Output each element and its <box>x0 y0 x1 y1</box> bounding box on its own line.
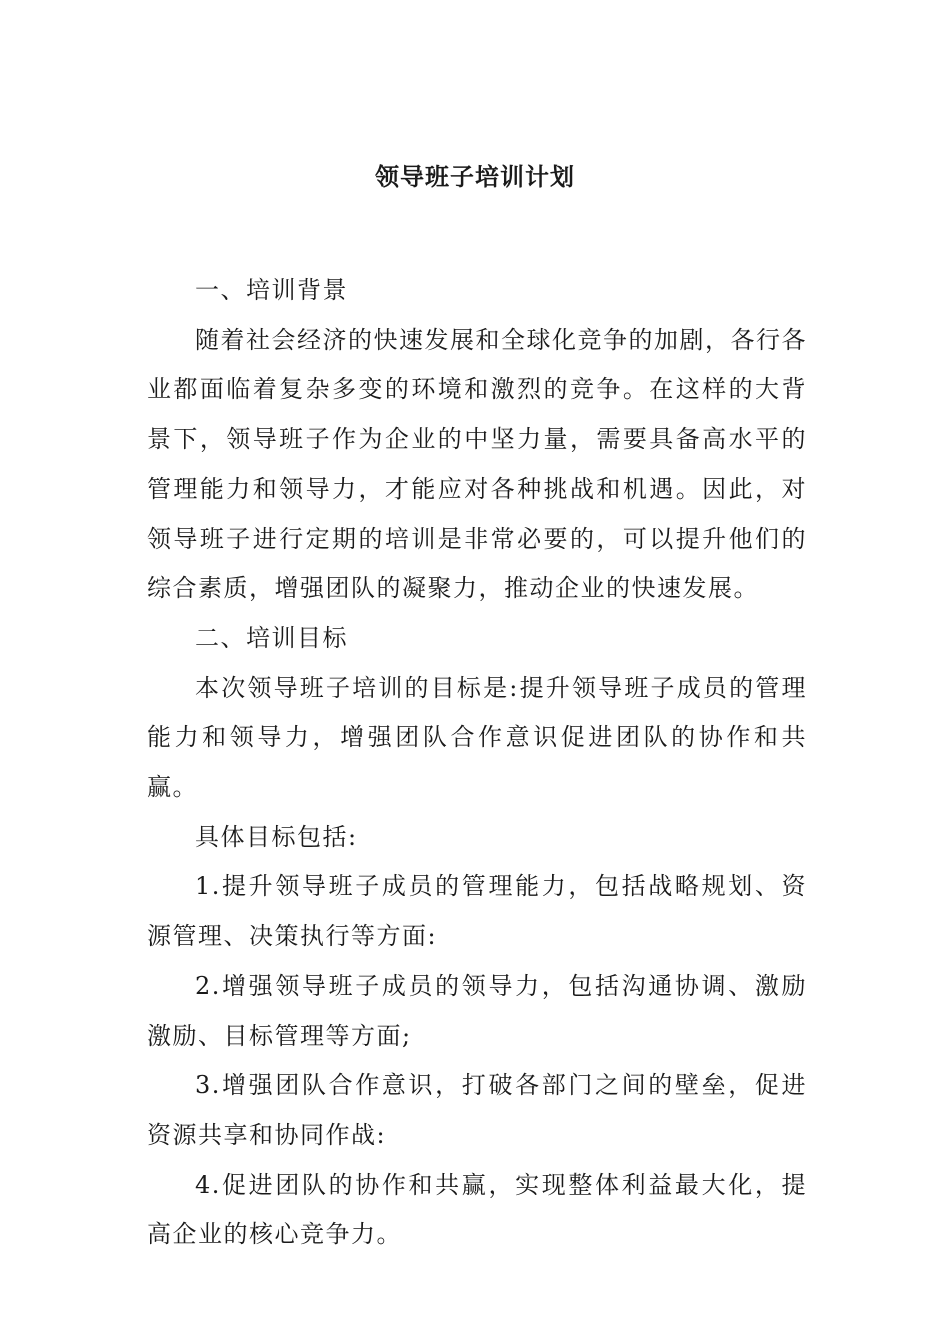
document-title: 领导班子培训计划 <box>375 162 575 191</box>
paragraph-background: 随着社会经济的快速发展和全球化竞争的加剧，各行各业都面临着复杂多变的环境和激烈的竞争。在这样的大背景下，领导班子作为企业的中坚力量，需要具备高水平的管理能力和领导力，才能应对各种挑战和机遇。因此，对领导班子进行定期的培训是非常必要的，可以提升他们的综合素质，增强团队的凝聚力，推动企业的快速发展。 <box>147 325 807 603</box>
paragraph-goals: 本次领导班子培训的目标是:提升领导班子成员的管理能力和领导力，增强团队合作意识促进团队的协作和共赢。 <box>147 673 807 802</box>
paragraph-specific-goals-intro: 具体目标包括: <box>195 822 358 851</box>
list-item-goal-1: 1.提升领导班子成员的管理能力，包括战略规划、资源管理、决策执行等方面: <box>147 872 807 951</box>
section-heading-goals: 二、培训目标 <box>195 623 348 652</box>
list-item-goal-2: 2.增强领导班子成员的领导力，包括沟通协调、激励激励、目标管理等方面; <box>147 971 807 1050</box>
section-heading-background: 一、培训背景 <box>195 276 348 304</box>
list-item-goal-4: 4.促进团队的协作和共赢，实现整体利益最大化，提高企业的核心竞争力。 <box>147 1170 807 1249</box>
list-item-goal-3: 3.增强团队合作意识，打破各部门之间的壁垒，促进资源共享和协同作战: <box>147 1071 807 1149</box>
document-body <box>147 266 807 1260</box>
